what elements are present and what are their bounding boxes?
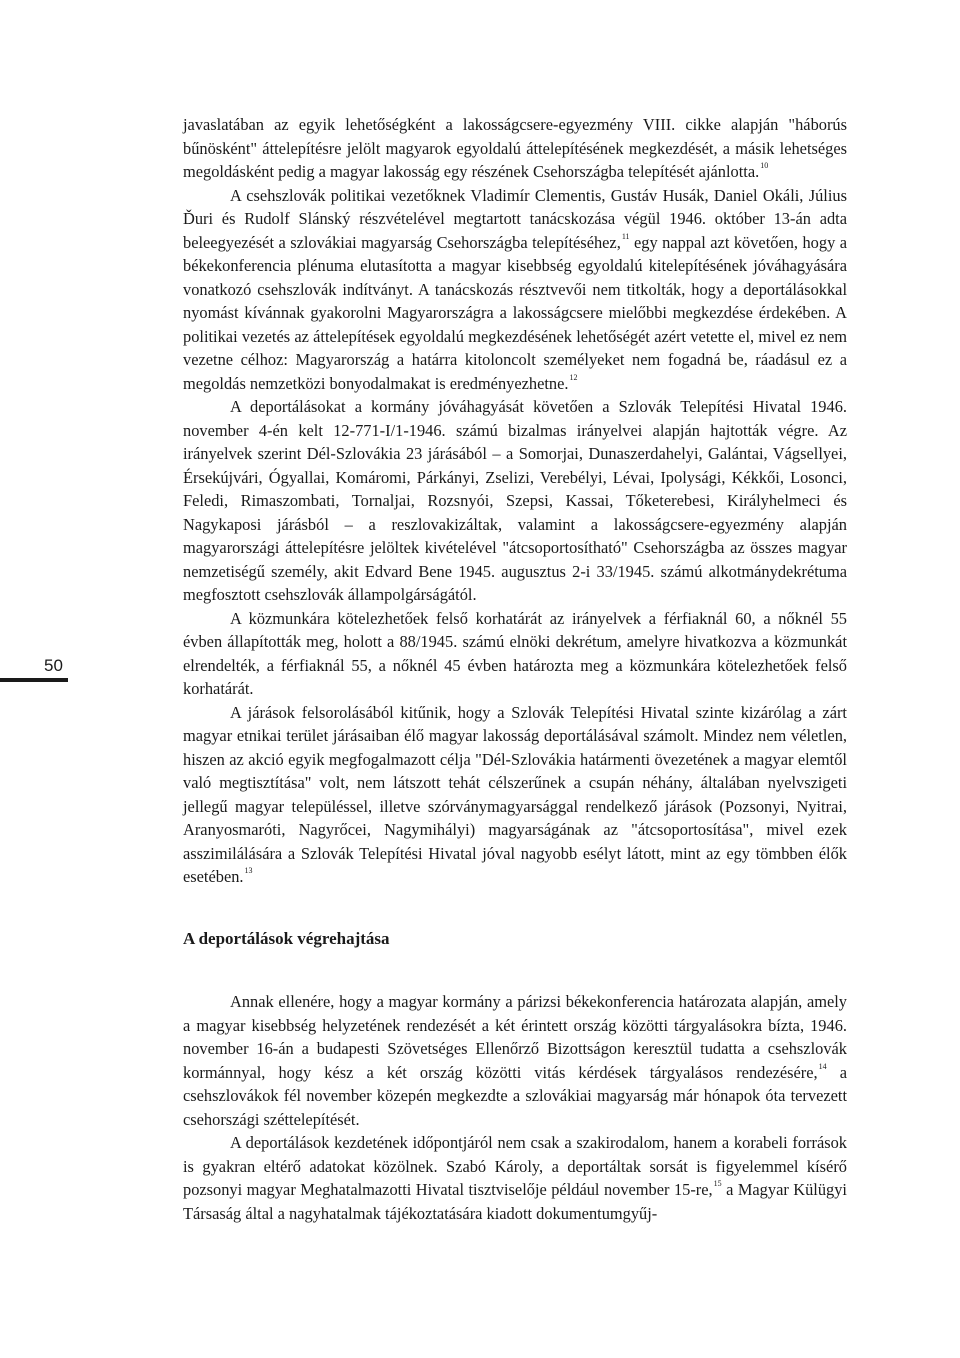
- footnote-ref[interactable]: 10: [760, 161, 769, 170]
- paragraph-text-continued: a Magyar Külügyi Társaság által a nagyhatalmak tájékoztatására kiadott dokumentumgyűj-: [183, 1180, 847, 1223]
- paragraph-text: A járások felsorolásából kitűnik, hogy a Szlovák Telepítési Hivatal szinte kizárólag a zárt magyar etnikai terület járásaiban élő magyar lakosság deportálásával számolt. Mindez nem véletlen, hiszen az akció egyik megfogalmazott célja "Dél-Szlovákia határmenti övezetének a magyar elemtől való megtisztítása" volt, nem látszott tehát célszerűnek a csupán néhány, általában nyelvszigeti jellegű magyar településsel, illetve szórványmagyarsággal rendelkező járások (Pozsonyi, Nyitrai, Aranyosmaróti, Nagyrőcei, Nagymihályi) magyarságának az "átcsoportosítása", mivel ezek asszimilálására a Szlovák Telepítési Hivatal jóval nagyobb esélyt látott, mint az egy tömbben élők esetében.: [183, 702, 847, 886]
- section-heading: A deportálások végrehajtása: [183, 928, 390, 948]
- paragraph: [183, 607, 847, 701]
- paragraph: [183, 990, 847, 1131]
- page-body: [183, 113, 847, 1225]
- paragraph: [183, 395, 847, 607]
- footnote-ref[interactable]: 12: [569, 372, 578, 382]
- footnote-ref[interactable]: 13: [244, 866, 253, 875]
- paragraph: [183, 1131, 847, 1225]
- paragraph-text-continued: egy nappal azt követően, hogy a békekonferencia plénuma elutasította a magyar kisebbség egyoldalú kitelepítésének jóváhagyására vonatkozó csehszlovák indítványt. A tanácskozás résztvevői nem titkolták, hogy a deportálásokkal nyomást kívánnak gyakorolni Magyarországra a lakosságcsere mielőbbi megkezdése érdekében. A politikai vezetés az áttelepítések egyoldalú megkezdésének lehetőségét azért vetette el, mivel ez nem vezetne célhoz: Magyarország a határra kitoloncolt személyeket nem fogadná be, ráadásul ez a megoldás nemzetközi bonyodalmakat is eredményezhetne.: [183, 232, 848, 393]
- paragraph-text: Annak ellenére, hogy a magyar kormány a párizsi békekonferencia határozata alapján, amely a magyar kisebbség helyzetének rendezését a két érintett ország közötti tárgyalásokra bízta, 1946. november 16-án a budapesti Szövetséges Ellenőrző Bizottságon keresztül tudatta a csehszlovák kormánnyal, hogy kész a két ország közötti vitás kérdések tárgyalásos rendezésére,: [183, 992, 847, 1082]
- page-number-rule: [0, 678, 68, 682]
- paragraph-text: A közmunkára kötelezhetőek felső korhatárát az irányelvek a férfiaknál 60, a nőknél 55 évben állapították meg, holott a 88/1945. számú elnöki dekrétum, amelyre hivatkozva a közmunkát elrendelték, a férfiaknál 55, a nőknél 45 évben határozta meg a közmunkára kötelezhetőek felső korhatárát.: [183, 608, 847, 698]
- paragraph-text: A csehszlovák politikai vezetőknek Vladimír Clementis, Gustáv Husák, Daniel Okáli, Július Ďuri és Rudolf Slánský részvételével megtartott tanácskozása végül 1946. október 13-án adta beleegyezését a szlovákiai magyarság Csehországba telepítéséhez,: [183, 185, 847, 252]
- paragraph: [183, 701, 847, 889]
- paragraph-text: A deportálásokat a kormány jóváhagyását követően a Szlovák Telepítési Hivatal 1946. november 4-én kelt 12-771-I/1-1946. számú bizalmas irányelvei alapján hajtották végre. Az irányelvek szerint Dél-Szlovákia 23 járásából – a Somorjai, Dunaszerdahelyi, Galántai, Vágsellyei, Érsekújvári, Ógyallai, Komáromi, Párkányi, Zselizi, Verebélyi, Lévai, Ipolysági, Kékkői, Losonci, Feledi, Rimaszombati, Tornaljai, Rozsnyói, Szepsi, Kassai, Tőketerebesi, Királyhelmeci és Nagykaposi járásból – a reszlovakizáltak, valamint a lakosságcsere-egyezmény alapján magyarországi áttelepítésre jelöltek kivételével "átcsoportosítható" Csehországba az összes magyar nemzetiségű személy, akit Edvard Bene 1945. augusztus 2-i 33/1945. számú alkotmánydekrétuma megfosztott csehszlovák állampolgárságától.: [183, 397, 847, 604]
- footnote-ref[interactable]: 11: [621, 231, 630, 241]
- page-number: 50: [44, 656, 63, 675]
- paragraph: [183, 113, 847, 184]
- paragraph-text: A deportálások kezdetének időpontjáról nem csak a szakirodalom, hanem a korabeli források is gyakran eltérő adatokat közölnek. Szabó Károly, a deportáltak sorsát is figyelemmel kísérő pozsonyi magyar Meghatalmazotti Hivatal tisztviselője például november 15-re,: [183, 1133, 847, 1199]
- footnote-ref[interactable]: 14: [818, 1061, 827, 1071]
- paragraph-text: javaslatában az egyik lehetőségként a lakosságcsere-egyezmény VIII. cikke alapján "háborús bűnösként" áttelepítésre jelölt magyarok egyoldalú áttelepítésének megkezdését, a másik lehetséges megoldásként pedig a magyar lakosság egy részének Csehországba telepítését ajánlotta.: [183, 115, 847, 181]
- paragraph-text-continued: a csehszlovákok fél november közepén megkezdte a szlovákiai magyarság már hónapok óta tervezett csehországi széttelepítését.: [183, 1062, 847, 1129]
- footnote-ref[interactable]: 15: [713, 1179, 722, 1188]
- paragraph: [183, 184, 847, 396]
